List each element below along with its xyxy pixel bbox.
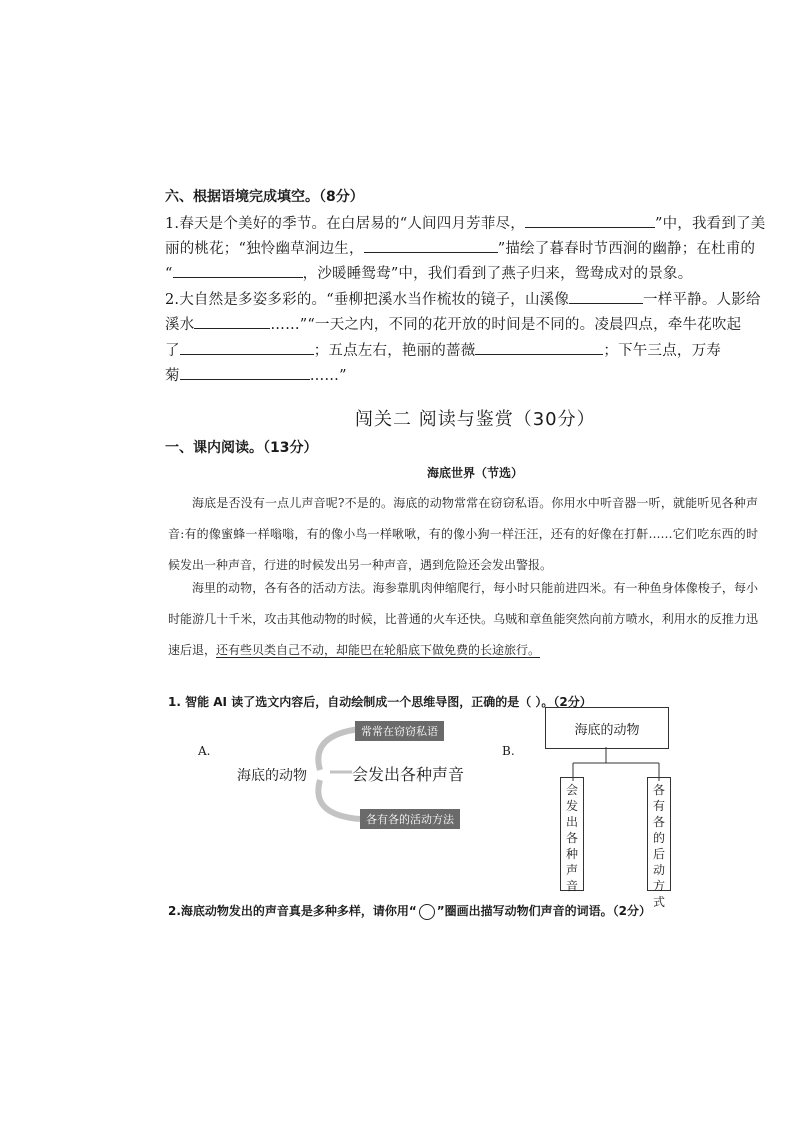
fill-line-6 [165,339,721,360]
section-1-heading: 一、课内阅读。（13分） [165,440,318,456]
map-b-branch-left-text: 会 发 出 各 种 声 音 [565,783,578,893]
question-2 [168,902,651,920]
circle-icon [419,904,435,920]
text: 一样平静。人影给 [643,292,761,308]
passage-title: 海底世界（节选） [427,466,524,480]
text: 溪水 [165,317,195,333]
blank-8[interactable] [180,367,310,380]
text: 了 [165,343,180,359]
fill-line-2 [165,237,755,258]
chapter-title: 闯关二 阅读与鉴赏（30分） [355,409,596,430]
map-b-branch-right [647,777,671,909]
fill-line-7 [165,364,347,385]
text: ；下午三点，万寿 [603,343,722,359]
map-b-branch-right-text: 各 有 各 的 后 动 方 式 [652,783,665,909]
map-b-branch-left [560,777,584,891]
blank-5[interactable] [194,316,270,329]
map-a-branch-top: 常常在窃窃私语 [355,721,444,741]
blank-6[interactable] [180,342,314,355]
text: ，沙暖睡鸳鸯”中，我们看到了燕子归来，鸳鸯成对的景象。 [302,266,693,282]
text: ”中，我看到了美 [654,216,766,232]
text: ……” [309,368,347,384]
question-1: 1. 智能 AI 读了选文内容后，自动绘制成一个思维导图，正确的是（ ）。（2分） [168,695,592,709]
map-b-root: 海底的动物 [545,707,669,749]
text: 丽的桃花；“独怜幽草涧边生， [165,241,364,257]
section-6-heading: 六、根据语境完成填空。（8分） [165,189,364,205]
option-a-label: A. [198,744,211,758]
map-a-center: 海底的动物 [237,768,307,784]
map-a-branch-bottom: 各有各的活动方法 [360,809,460,829]
text: ……”“一天之内，不同的花开放的时间是不同的。凌晨四点，牵牛花吹起 [270,317,742,333]
text: 2.海底动物发出的声音真是多种多样，请你用“ [168,904,417,918]
text: 2.大自然是多姿多彩的。“垂柳把溪水当作梳妆的镜子，山溪像 [165,292,570,308]
map-b-connectors [560,747,670,781]
text: “ [165,266,173,282]
blank-1[interactable] [525,215,655,228]
text: 1.春天是个美好的季节。在白居易的“人间四月芳菲尽， [165,216,525,232]
passage-paragraph-1: 海底是否没有一点儿声音呢?不是的。海底的动物常常在窃窃私语。你用水中听音器一听，就能听见各种声音:有的像蜜蜂一样嗡嗡，有的像小鸟一样啾啾，有的像小狗一样汪汪，还有的好像在打鼾……它们吃东西的时候发出一种声音，行进的时候发出另一种声音，遇到危险还会发出警报。 [168,496,758,572]
blank-4[interactable] [569,291,643,304]
text: 菊 [165,368,180,384]
text: ”描绘了暮春时节西涧的幽静；在杜甫的 [497,241,756,257]
blank-7[interactable] [475,342,603,355]
fill-line-4 [165,288,761,309]
map-a-branch-right: 会发出各种声音 [352,765,465,784]
text: 海里的动物，各有各的活动方法。海参靠肌肉伸缩爬行，每小时只能前进四米。有一种鱼身体像梭子，每小时能游几十千米，攻击其他动物的时候，比普通的火车还快。乌贼和章鱼能突然向前方喷水，利用水的反推力迅速后退， [168,581,758,657]
passage-paragraph-2 [168,573,758,666]
blank-2[interactable] [364,240,498,253]
text: ；五点左右，艳丽的蔷薇 [313,343,476,359]
text: ”圈画出描写动物们声音的词语。（2分） [436,904,652,918]
blank-3[interactable] [173,265,303,278]
fill-line-5 [165,313,741,334]
fill-line-1 [165,212,765,233]
option-b-label: B. [502,744,515,758]
fill-line-3 [165,262,692,283]
underlined-sentence: 还有些贝类自己不动，却能巴在轮船底下做免费的长途旅行。 [216,643,541,657]
